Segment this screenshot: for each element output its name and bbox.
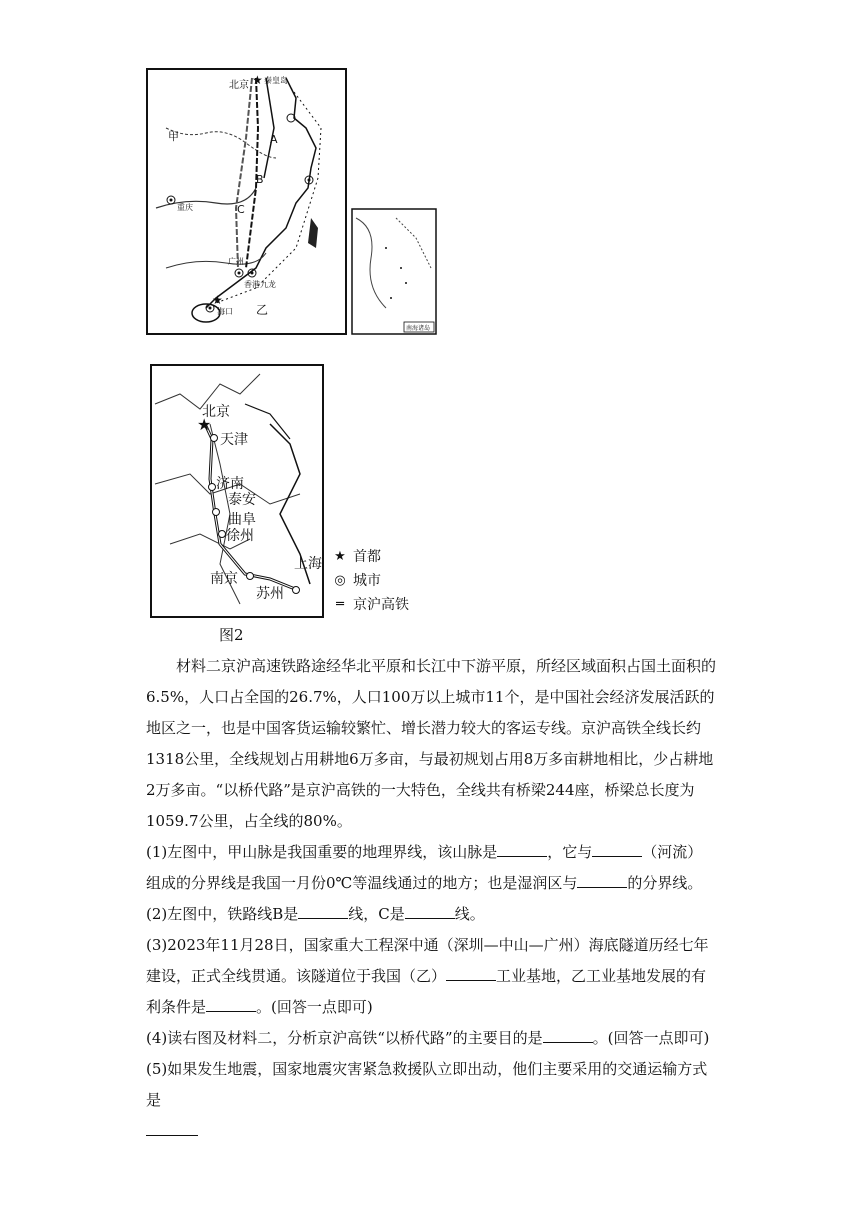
label2-jinan: 济南 <box>216 476 244 492</box>
legend-item-railway <box>333 593 409 617</box>
answer-blank[interactable] <box>446 966 496 981</box>
label2-tianjin: 天津 <box>220 432 248 448</box>
question-1: (1)左图中，甲山脉是我国重要的地理界线，该山脉是 ，它与 （河流）组成的分界线是我国一月份0℃等温线通过的地方；也是湿润区与 的分界线。 <box>146 843 703 892</box>
question-5: (5)如果发生地震，国家地震灾害紧急救援队立即出动，他们主要采用的交通运输方式是 <box>146 1054 716 1147</box>
label2-nanjing: 南京 <box>210 571 238 587</box>
label-b: B <box>256 173 264 186</box>
label-yi: 乙 <box>256 303 269 317</box>
railway-map <box>146 68 438 354</box>
answer-blank[interactable] <box>577 873 627 888</box>
railway-line-icon: ═ <box>336 597 344 612</box>
svg-text:★: ★ <box>252 73 263 87</box>
label-hongkong: 香港九龙 <box>244 280 276 289</box>
question-3: (3)2023年11月28日，国家重大工程深中通（深圳—中山—广州）海底隧道历经七年建设，正式全线贯通。该隧道位于我国（乙） 工业基地，乙工业基地发展的有利条件是 。(回答一点即可) <box>146 936 709 1016</box>
answer-blank[interactable] <box>405 904 455 919</box>
label-nanhai: 南海诸岛 <box>406 325 431 332</box>
question-2: (2)左图中，铁路线B是 线，C是 线。 <box>146 905 485 923</box>
question-4: (4)读右图及材料二，分析京沪高铁“以桥代路”的主要目的是 。(回答一点即可) <box>146 1029 710 1047</box>
label-qinhuangdao: 秦皇岛 <box>264 76 288 85</box>
answer-blank[interactable] <box>543 1028 593 1043</box>
label2-shanghai: 上海 <box>294 556 322 572</box>
question-text <box>146 651 716 1147</box>
legend-label: 首都 <box>353 549 381 565</box>
answer-blank[interactable] <box>146 1121 198 1136</box>
legend-item-city <box>333 569 409 593</box>
label2-xuzhou: 徐州 <box>226 528 254 544</box>
figure-caption: 图2 <box>219 626 244 644</box>
jinghu-map <box>150 364 326 620</box>
answer-blank[interactable] <box>206 997 256 1012</box>
answer-blank[interactable] <box>298 904 348 919</box>
label-guangzhou: 广州 <box>228 257 244 266</box>
map-legend <box>333 545 409 617</box>
legend-label: 城市 <box>353 573 381 589</box>
answer-blank[interactable] <box>497 842 547 857</box>
legend-item-capital <box>333 545 409 569</box>
label2-beijing: 北京 <box>202 404 230 420</box>
svg-text:★: ★ <box>197 415 212 434</box>
label-chongqing: 重庆 <box>177 203 193 212</box>
label-c: C <box>237 203 245 216</box>
legend-label: 京沪高铁 <box>353 597 409 613</box>
answer-blank[interactable] <box>592 842 642 857</box>
label-jia: 甲 <box>168 130 179 143</box>
label-beijing: 北京 <box>229 80 249 91</box>
material-paragraph: 材料二京沪高速铁路途经华北平原和长江中下游平原，所经区域面积占国土面积的6.5%，人口占全国的26.7%，人口100万以上城市11个，是中国社会经济发展活跃的地区之一，也是中国客货运输较繁忙、增长潜力较大的客运专线。京沪高铁全线长约1318公里，全线规划占用耕地6万多亩，与最初规划占用8万多亩耕地相比，少占耕地2万多亩。“以桥代路”是京沪高铁的一大特色，全线共有桥梁244座，桥梁总长度为1059.7公里，占全线的80%。 <box>146 657 717 830</box>
label2-taian: 泰安 <box>228 492 256 508</box>
label-haikou: 海口 <box>217 307 233 316</box>
label-a: A <box>270 133 278 146</box>
city-circle-icon: ◎ <box>334 573 346 588</box>
label2-suzhou: 苏州 <box>256 586 284 602</box>
label2-qufu: 曲阜 <box>228 512 256 528</box>
svg-text:★: ★ <box>212 293 223 307</box>
capital-star-icon: ★ <box>334 549 346 564</box>
